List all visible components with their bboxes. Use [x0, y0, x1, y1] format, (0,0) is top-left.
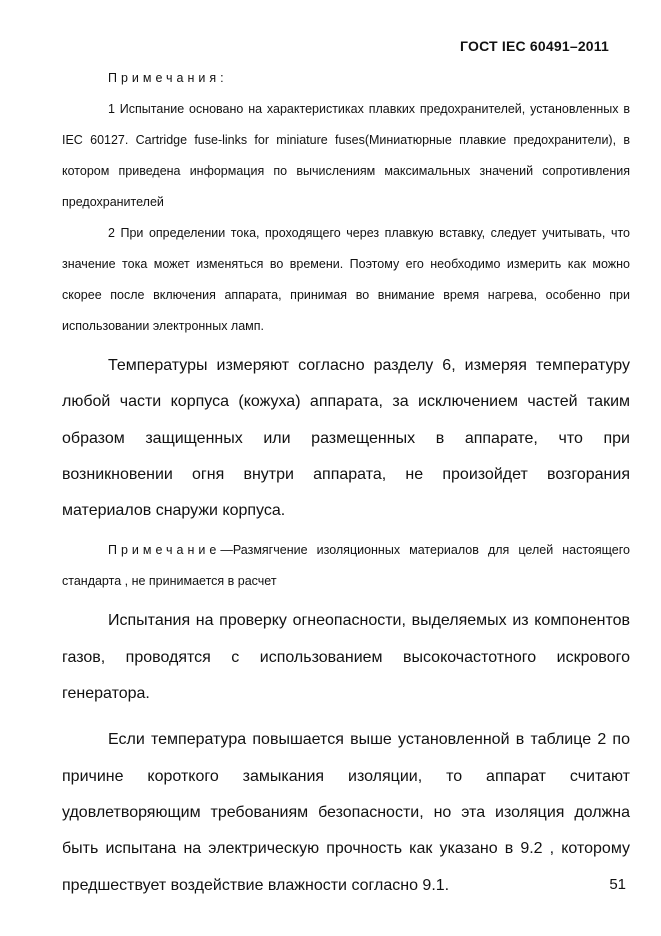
note-item-2: 2 При определении тока, проходящего через плавкую вставку, следует учитывать, что значение тока может изменяться во времени. Поэтому его необходимо измерить как можно скорее после включения аппарата, принимая во внимание время нагрева, особенно при использовании электронных ламп.: [62, 226, 630, 333]
page-content: [62, 63, 630, 904]
note-label: Примечание: [108, 543, 221, 558]
note-text: —Размягчение изоляционных материалов для целей настоящего стандарта , не принимается в расчет: [62, 543, 630, 589]
paragraph-short-circuit: Если температура повышается выше установленной в таблице 2 по причине короткого замыкания изоляции, то аппарат считают удовлетворяющим требованиям безопасности, но эта изоляция должна быть испытана на электрическую прочность как указано в 9.2 , которому предшествует воздействие влажности согласно 9.1.: [62, 731, 630, 894]
page-number: 51: [609, 876, 626, 893]
notes-title: Примечания:: [108, 71, 228, 85]
paragraph-flammability-test: Испытания на проверку огнеопасности, выделяемых из компонентов газов, проводятся с использованием высокочастотного искрового генератора.: [62, 612, 630, 703]
document-code-header: ГОСТ IEC 60491–2011: [460, 38, 609, 54]
note-softening: [62, 535, 630, 597]
paragraph-temperatures: Температуры измеряют согласно разделу 6, измеряя температуру любой части корпуса (кожуха) аппарата, за исключением частей таким образом защищенных или размещенных в аппарате, что при возникновении огня внутри аппарата, не произойдет возгорания материалов снаружи корпуса.: [62, 357, 630, 520]
note-item-1: 1 Испытание основано на характеристиках плавких предохранителей, установленных в IEC 60127. Cartridge fuse-links for miniature fuses(Миниатюрные плавкие предохранители), в котором приведена информация по вычислениям максимальных значений сопротивления предохранителей: [62, 102, 630, 209]
